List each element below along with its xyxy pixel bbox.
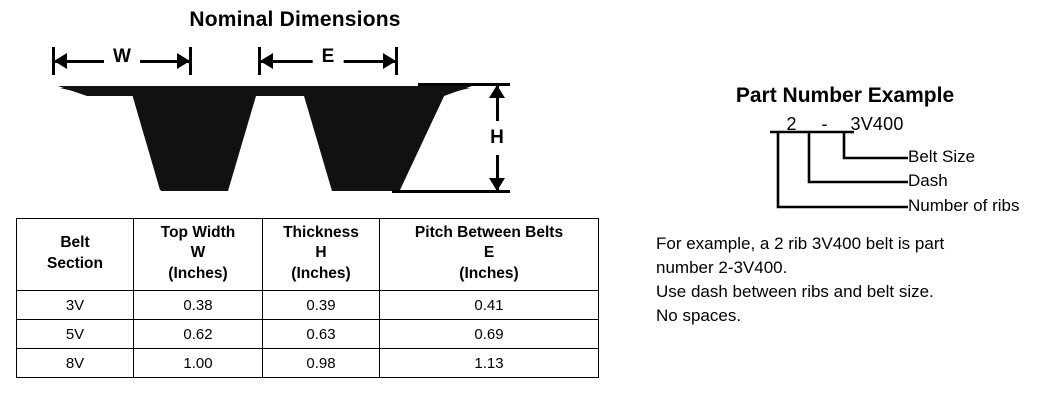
belt-cross-section-drawing [40,80,490,205]
belt-dimensions-table [16,218,599,378]
width-dimension-label: W [104,46,140,68]
arrow-down-icon [489,178,505,191]
example-description-line: For example, a 2 rib 3V400 belt is part [656,234,945,253]
arrow-up-icon [489,85,505,98]
cell-pitch: 0.41 [380,291,599,320]
table-row [17,349,599,378]
callout-leader-lines [650,130,950,220]
callout-label-dash: Dash [908,171,948,190]
pitch-dimension-label: E [313,46,344,68]
cell-top-width: 1.00 [134,349,263,378]
cell-thickness: 0.63 [263,320,380,349]
width-dimension-arrow [52,46,192,72]
example-description-line: Use dash between ribs and belt size. [656,282,934,302]
height-dimension-arrow [486,84,508,192]
column-header-top-width: Top Width W (Inches) [134,219,263,291]
table-body [17,291,599,378]
cell-belt-section: 8V [17,349,134,378]
cell-top-width: 0.38 [134,291,263,320]
part-number-example-panel [650,0,1064,412]
example-description-line: number 2-3V400. [656,258,788,278]
belt-profile-shape-outline [58,86,472,191]
height-dimension-label: H [490,121,504,155]
arrow-right-icon [383,53,396,69]
cell-belt-section: 3V [17,291,134,320]
nominal-dimensions-title: Nominal Dimensions [189,8,401,31]
part-number-dash: - [821,114,828,134]
example-description-line: No spaces. [656,306,742,326]
column-header-pitch-between-belts: Pitch Between Belts E (Inches) [380,219,599,291]
part-number-example-title: Part Number Example [735,84,955,107]
leader-belt-size [844,132,908,158]
cell-pitch: 0.69 [380,320,599,349]
cell-thickness: 0.98 [263,349,380,378]
cell-belt-section: 5V [17,320,134,349]
callout-label-number-of-ribs: Number of ribs [908,196,1020,215]
arrow-left-icon [54,53,67,69]
column-header-belt-section: Belt Section [17,219,134,291]
callout-label-belt-size: Belt Size [908,147,976,166]
table-row [17,291,599,320]
arrow-left-icon [260,53,273,69]
table-header-row [17,219,599,291]
example-description [656,232,1056,329]
table-header [17,219,599,291]
pitch-dimension-arrow [258,46,398,72]
part-number-ribs: 2 [786,114,797,134]
cell-pitch: 1.13 [380,349,599,378]
column-header-thickness: Thickness H (Inches) [263,219,380,291]
cell-top-width: 0.62 [134,320,263,349]
table-row [17,320,599,349]
part-number-size: 3V400 [850,114,904,134]
arrow-right-icon [177,53,190,69]
cell-thickness: 0.39 [263,291,380,320]
